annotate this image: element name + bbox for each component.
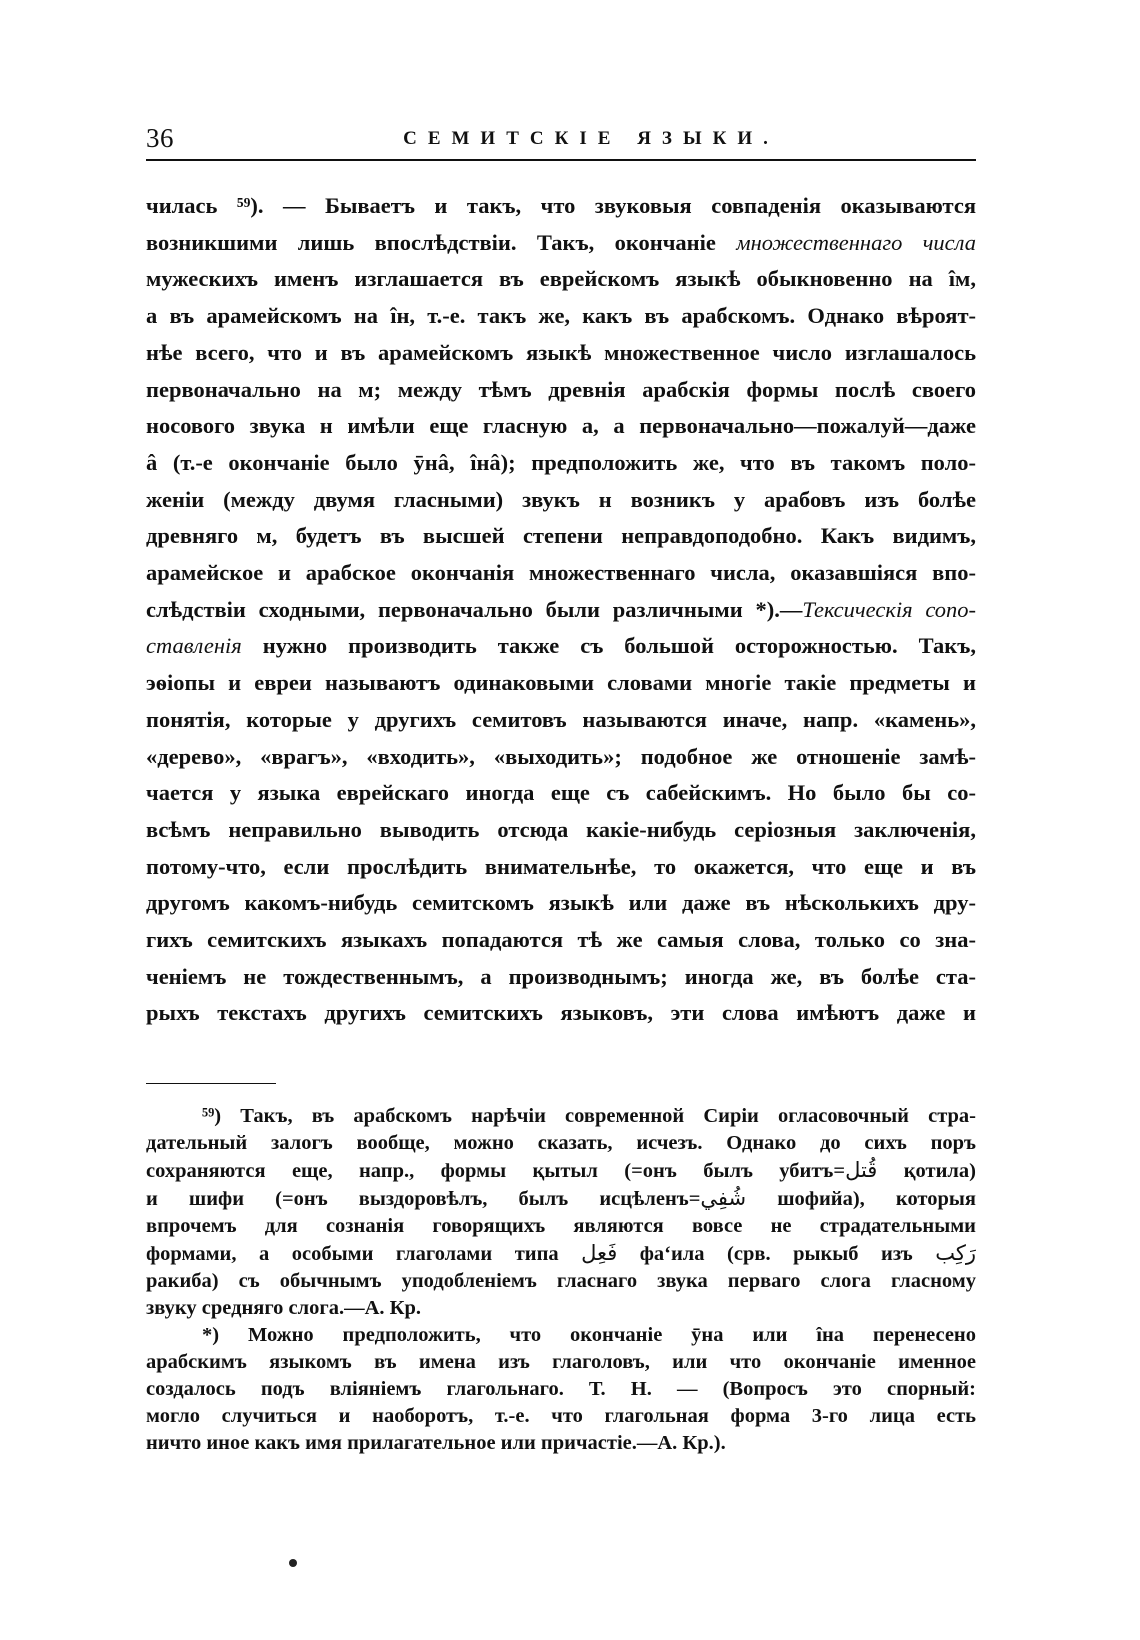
ink-speck	[289, 1559, 297, 1567]
text-line: ченіемъ не тождественнымъ, а производнымъ; иногда же, въ болѣе ста-	[146, 963, 976, 989]
footnote-line: дательный залогъ вообще, можно сказать, исчезъ. Однако до сихъ поръ	[146, 1132, 976, 1154]
footnote-line: звуку средняго слога.—А. Кр.	[146, 1297, 422, 1319]
text-line: всѣмъ неправильно выводить отсюда какіе-нибудь серіозныя заключенія,	[146, 816, 976, 842]
text-line: чается у языка еврейскаго иногда еще съ сабейскимъ. Но было бы со-	[146, 780, 976, 806]
italic-term: ставленія	[146, 633, 242, 659]
footnote-line: ничто иное какъ имя прилагательное или причастіе.—А. Кр.).	[146, 1432, 726, 1454]
running-title: СЕМИТСКІЕ ЯЗЫКИ.	[403, 128, 779, 149]
text-line: первоначально на м; между тѣмъ древнія арабскія формы послѣ своего	[146, 376, 976, 402]
text-line: â (т.-е окончаніе было ӯнâ, îнâ); предположить же, что въ такомъ поло-	[146, 449, 976, 475]
italic-term: множественнаго числа	[736, 229, 976, 255]
italic-term: Тексическія сопо-	[802, 596, 977, 622]
footnotes	[146, 1103, 976, 1457]
text-line: слѣдствіи сходными, первоначально были различными *).—Тексическія сопо-	[146, 596, 977, 622]
text-line: ставленія нужно производить также съ большой осторожностью. Такъ,	[146, 633, 976, 659]
text-line: «дерево», «врагъ», «входить», «выходить»; подобное же отношеніе замѣ-	[146, 743, 976, 769]
footnote-marker: ⁵⁹)	[202, 1105, 241, 1127]
footnote-line: сохраняются еще, напр., формы қытыл (=онъ былъ убитъ=قُتل қотила)	[146, 1158, 976, 1182]
text-line: гихъ семитскихъ языкахъ попадаются тѣ же самыя слова, только со зна-	[146, 927, 976, 953]
page-header	[146, 120, 976, 156]
text-line: другомъ какомъ-нибудь семитскомъ языкѣ или даже въ нѣсколькихъ дру-	[146, 890, 976, 916]
main-text	[146, 188, 976, 1032]
footnote-line: ⁵⁹) Такъ, въ арабскомъ нарѣчіи современной Сиріи огласовочный стра-	[202, 1105, 976, 1127]
text-line: эѳіопы и евреи называютъ одинаковыми словами многіе такіе предметы и	[146, 670, 976, 696]
text-line: арамейское и арабское окончанія множественнаго числа, оказавшіяся впо-	[146, 560, 976, 586]
text-line: нѣе всего, что и въ арамейскомъ языкѣ множественное число изглашалось	[146, 339, 976, 365]
footnote-line: ракиба) съ обычнымъ уподобленіемъ гласнаго звука перваго слога гласному	[146, 1270, 976, 1292]
footnote-star	[146, 1322, 976, 1457]
text-line: возникшими лишь впослѣдствіи. Такъ, окончаніе множественнаго числа	[146, 229, 976, 255]
text-line: чилась ⁵⁹). — Бываетъ и такъ, что звуковыя совпаденія оказываются	[146, 193, 976, 218]
text-line: потому-что, если прослѣдить внимательнѣе, то окажется, что еще и въ	[146, 853, 976, 879]
text-line: носового звука н имѣли еще гласную а, а первоначально—пожалуй—даже	[146, 413, 976, 439]
footnote-59	[146, 1103, 976, 1322]
arabic-word: رَكِب	[935, 1241, 976, 1265]
text-line: понятія, которые у другихъ семитовъ называются иначе, напр. «камень»,	[146, 706, 976, 732]
text-line: мужескихъ именъ изглашается въ еврейскомъ языкѣ обыкновенно на îм,	[146, 266, 976, 292]
page-number: 36	[146, 123, 174, 153]
text-line: рыхъ текстахъ другихъ семитскихъ языковъ, эти слова имѣютъ даже и	[146, 1000, 976, 1026]
text-line: а въ арамейскомъ на îн, т.-е. такъ же, какъ въ арабскомъ. Однако вѣроят-	[146, 303, 976, 329]
arabic-word: شُفِي	[700, 1186, 747, 1210]
arabic-word: فَعِل	[581, 1241, 618, 1265]
footnote-separator	[146, 1083, 276, 1084]
footnote-marker: *)	[202, 1324, 248, 1346]
text-line: древняго м, будетъ въ высшей степени неправдоподобно. Какъ видимъ,	[146, 523, 976, 549]
footnote-line: могло случиться и наоборотъ, т.-е. что глагольная форма 3-го лица есть	[146, 1405, 976, 1427]
footnote-line: формами, а особыми глаголами типа فَعِل фа‘ила (срв. рыкыб изъ رَكِب	[146, 1241, 976, 1265]
footnote-line: арабскимъ языкомъ въ имена изъ глаголовъ, или что окончаніе именное	[146, 1351, 976, 1373]
text-line: женіи (между двумя гласными) звукъ н возникъ у арабовъ изъ болѣе	[146, 486, 976, 512]
footnote-line: *) Можно предположить, что окончаніе ӯна или îна перенесено	[202, 1324, 976, 1346]
header-rule	[146, 159, 976, 161]
footnote-line: создалось подъ вліяніемъ глагольнаго. Т. Н. — (Вопросъ это спорный:	[146, 1378, 976, 1400]
footnote-line: и шифи (=онъ выздоровѣлъ, былъ исцѣленъ=شُفِي шофийа), которыя	[146, 1186, 976, 1210]
footnote-line: впрочемъ для сознанія говорящихъ являются вовсе не страдательными	[146, 1215, 976, 1237]
arabic-word: قُتل	[845, 1158, 878, 1182]
